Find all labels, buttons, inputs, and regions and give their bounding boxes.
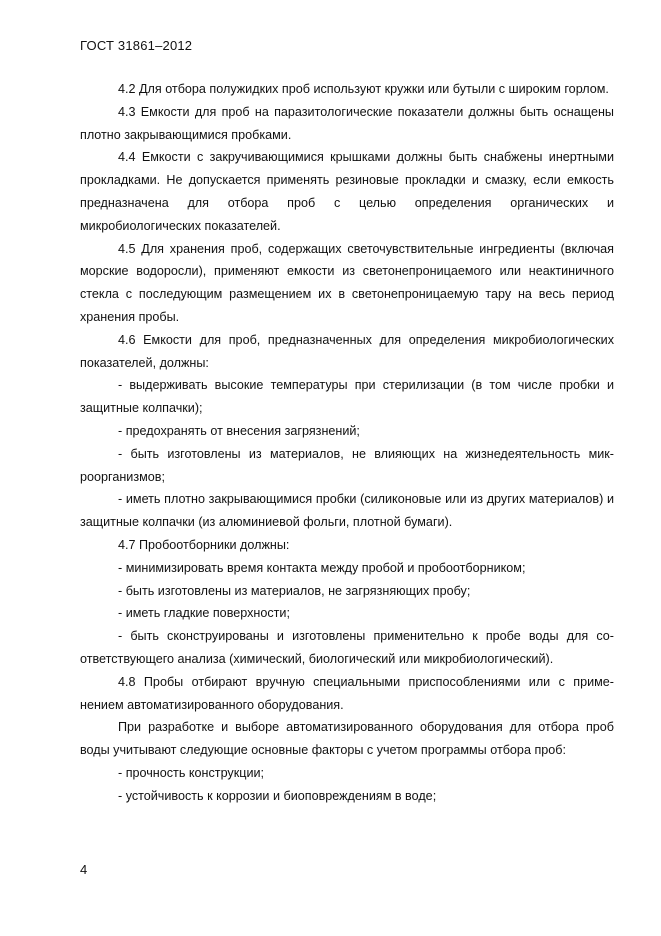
list-item: - прочность конструкции; — [118, 765, 265, 780]
list-item: - выдерживать высокие температуры при стерилизации (в том числе пробки и защитные колпачки); — [80, 378, 614, 416]
list-item: - иметь плотно закрывающимися пробки (силиконовые или из других материалов) и защитные колпачки (из алюминиевой фольги, плотной бумаги). — [80, 492, 614, 530]
paragraph-4-2: 4.2 Для отбора полужидких проб используют кружки или бутыли с широким горлом. — [118, 82, 609, 96]
paragraph-4-7: 4.7 Пробоотборники должны: — [118, 537, 290, 552]
paragraph-4-6: 4.6 Емкости для проб, предназначенных для определения микробиологических показателей, должны: — [80, 332, 614, 370]
document-body — [80, 78, 614, 808]
document-header: ГОСТ 31861–2012 — [80, 38, 193, 53]
list-item: - минимизировать время контакта между пробой и пробоотборником; — [118, 560, 526, 575]
paragraph-4-5: 4.5 Для хранения проб, содержащих светочувствительные ингредиенты (включая морские водоросли), применяют емкости из светонепроницаемого или неактиничного стекла с последующим размещением их в светонепроницаемую тару на весь период хранения пробы. — [80, 241, 614, 324]
paragraph-4-4: 4.4 Емкости с закручивающимися крышками должны быть снабжены инертными прокладками. Не допускается применять резиновые прокладки и смазку, если емкость предназначена для отбора проб с целью определения органических и микробиологических показателей. — [80, 150, 614, 233]
paragraph-4-8: 4.8 Пробы отбирают вручную специальными приспособлениями или с применением автоматизированного оборудования. — [80, 674, 614, 712]
list-item: - иметь гладкие поверхности; — [118, 606, 290, 621]
list-item: - быть изготовлены из материалов, не загрязняющих пробу; — [118, 583, 471, 598]
paragraph-automation: При разработке и выборе автоматизированного оборудования для отбора проб воды учитывают следующие основные факторы с учетом программы отбора проб: — [80, 720, 614, 758]
list-item: - устойчивость к коррозии и биоповреждениям в воде; — [118, 788, 437, 803]
list-item: - быть изготовлены из материалов, не влияющих на жизнедеятельность микроорганизмов; — [80, 446, 614, 484]
list-item: - быть сконструированы и изготовлены применительно к пробе воды для соответствующего анализа (химический, биологический или микробиологический). — [80, 629, 614, 666]
page-number: 4 — [80, 862, 88, 877]
paragraph-4-3: 4.3 Емкости для проб на паразитологические показатели должны быть оснащены плотно закрывающимися пробками. — [80, 104, 614, 142]
list-item: - предохранять от внесения загрязнений; — [118, 423, 360, 438]
